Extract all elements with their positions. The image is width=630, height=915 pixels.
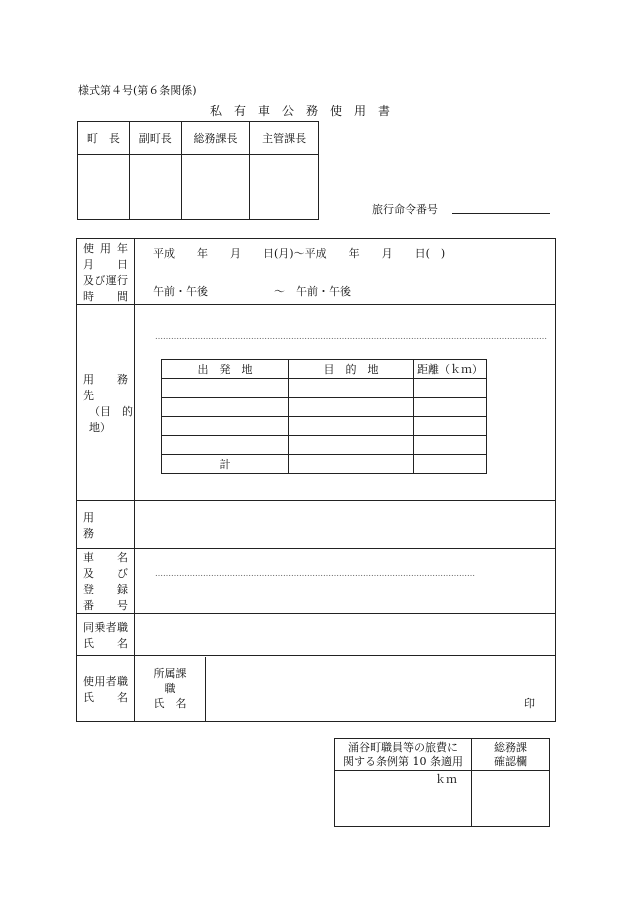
total-label: 計 — [162, 454, 289, 473]
column-departure: 出 発 地 — [162, 359, 289, 378]
total-row — [162, 454, 487, 473]
document-title: 私 有 車 公 務 使 用 書 — [210, 104, 391, 118]
vehicle-field[interactable] — [135, 549, 556, 614]
destination-field — [135, 305, 556, 501]
user-field — [135, 656, 556, 722]
vehicle-dotted-line: ………………………………………………………………………………………………………… — [155, 568, 475, 578]
destination-table — [161, 359, 487, 474]
distance-field[interactable] — [335, 771, 472, 827]
stamp-cell-general-affairs[interactable] — [181, 155, 250, 220]
approval-header-general-affairs: 総務課長 — [181, 122, 250, 155]
form-number: 様式第４号(第６条関係) — [78, 84, 197, 97]
approval-header-section-chief: 主管課長 — [250, 122, 319, 155]
purpose-label: 用 務 — [77, 501, 135, 549]
confirmation-field[interactable] — [472, 771, 550, 827]
main-form-table — [76, 238, 556, 722]
seal-mark: 印 — [524, 696, 535, 710]
column-destination: 目 的 地 — [289, 359, 414, 378]
confirmation-header: 総務課 確認欄 — [472, 739, 550, 771]
ordinance-header: 涌谷町職員等の旅費に 関する条例第 10 条適用 — [335, 739, 472, 771]
table-row — [162, 435, 487, 454]
approval-table — [77, 121, 319, 220]
travel-order-label: 旅行命令番号 — [372, 203, 438, 216]
period-label: 使 用 年 月 日 及び運行時間 — [77, 239, 135, 305]
stamp-cell-deputy-mayor[interactable] — [129, 155, 181, 220]
period-field[interactable] — [135, 239, 556, 305]
approval-header-deputy-mayor: 副町長 — [129, 122, 181, 155]
vehicle-label: 車 名 及 び 登 録 番 号 — [77, 549, 135, 614]
passengers-field[interactable] — [135, 614, 556, 656]
name-label: 氏 名 — [153, 697, 187, 710]
period-line1: 平成 年 月 日(月)～平成 年 月 日( ) — [153, 246, 446, 260]
user-label: 使用者職氏名 — [77, 656, 135, 722]
travel-order-field[interactable] — [452, 213, 550, 214]
km-unit: ｋｍ — [435, 773, 457, 786]
column-distance: 距離（ｋｍ） — [414, 359, 487, 378]
approval-header-mayor: 町 長 — [78, 122, 130, 155]
position-label: 職 — [164, 682, 176, 695]
table-row — [162, 416, 487, 435]
user-sub-labels — [135, 657, 206, 721]
purpose-field[interactable] — [135, 501, 556, 549]
period-line2: 午前・午後 ～ 午前・午後 — [153, 284, 351, 298]
table-row — [162, 397, 487, 416]
passengers-label: 同乗者職氏名 — [77, 614, 135, 656]
destination-label: 用 務 先 （目 的 地） — [77, 305, 135, 501]
stamp-cell-section-chief[interactable] — [250, 155, 319, 220]
user-name-field[interactable] — [206, 657, 555, 721]
stamp-cell-mayor[interactable] — [78, 155, 130, 220]
destination-dotted-line[interactable]: ………………………………………………………………………………………………………………………………… — [155, 331, 547, 341]
confirm-table — [334, 738, 550, 827]
table-row — [162, 378, 487, 397]
department-label: 所属課 — [153, 667, 187, 680]
